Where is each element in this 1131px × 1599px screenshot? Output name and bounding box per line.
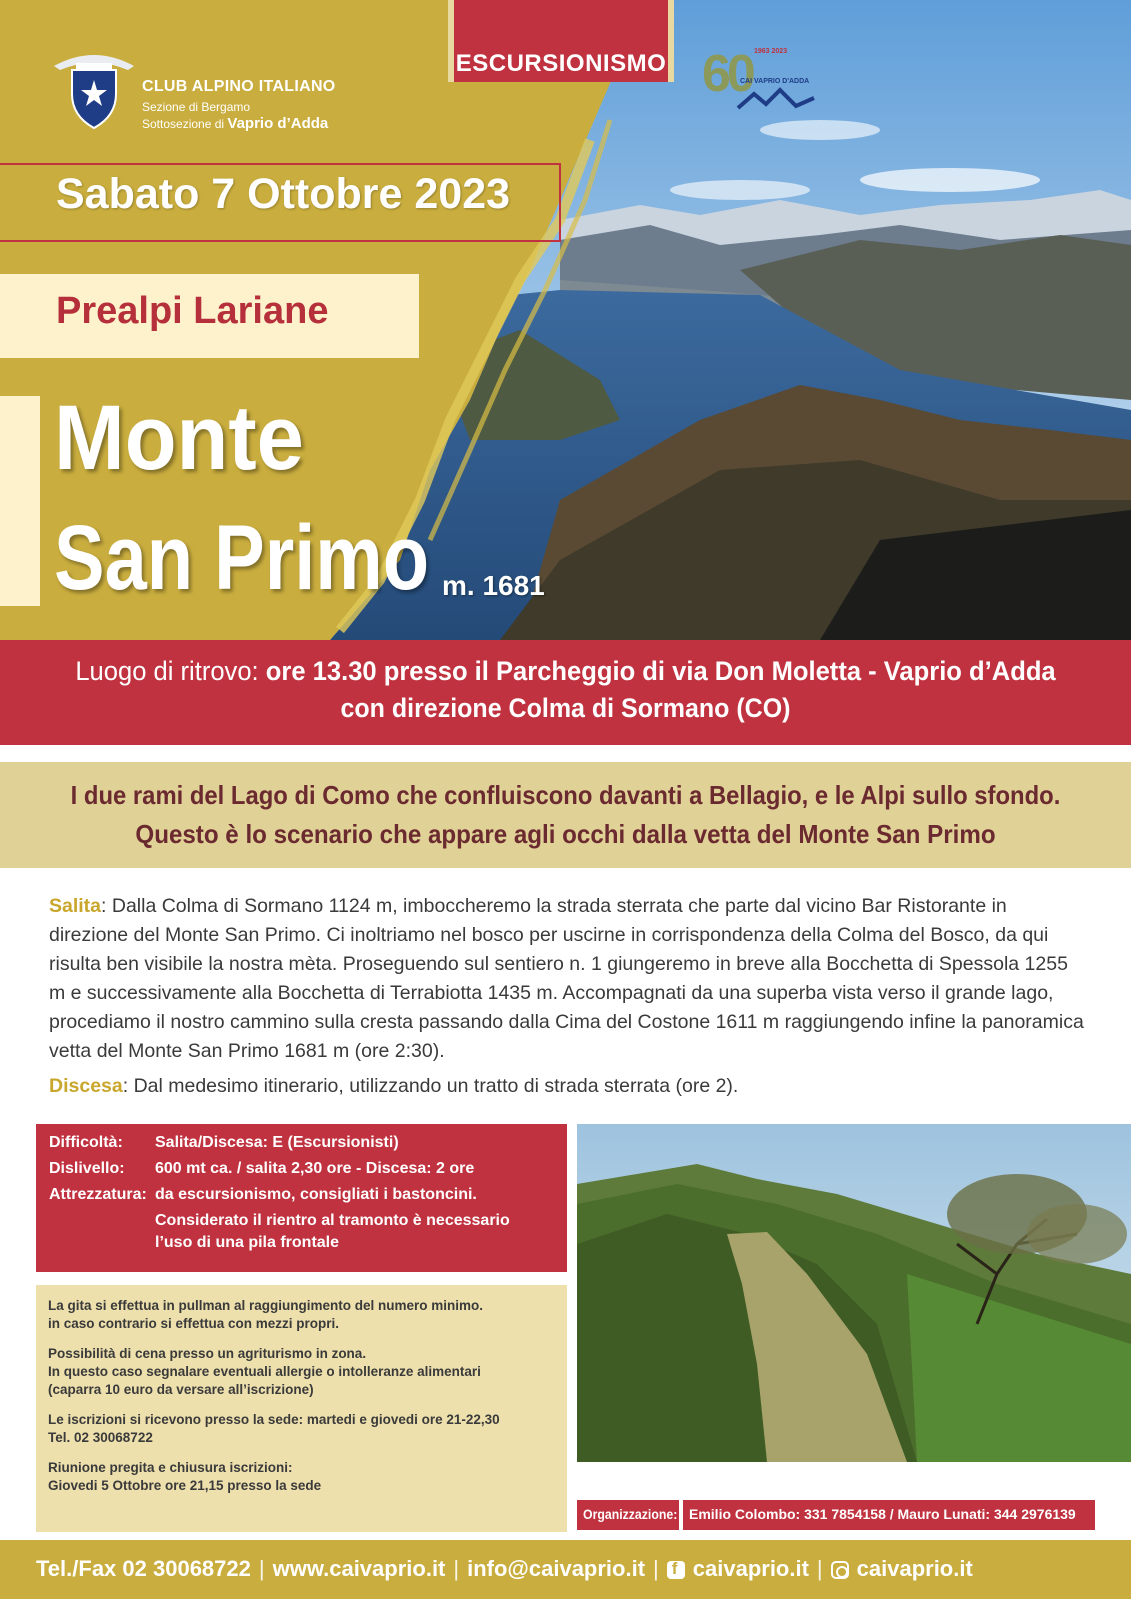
notes-registration-line2: Tel. 02 30068722 (48, 1430, 153, 1445)
notes-dinner-line1: Possibilità di cena presso un agriturismo in zona. (48, 1346, 367, 1361)
cai-star-shield-icon (50, 48, 138, 132)
ascent-paragraph (49, 892, 1089, 1066)
hero-section (0, 0, 1131, 640)
peak-altitude: m. 1681 (442, 570, 545, 601)
route-description (49, 892, 1089, 1101)
notes-transport-line1: La gita si effettua in pullman al raggiungimento del numero minimo. (48, 1298, 484, 1313)
peak-title-line1: Monte (54, 387, 304, 489)
footer-facebook[interactable]: caivaprio.it (692, 1556, 809, 1581)
organizers-bar (577, 1500, 1095, 1530)
org-subsection (142, 115, 336, 132)
meeting-point-band (0, 640, 1131, 745)
meeting-details: ore 13.30 presso il Parcheggio di via Don Moletta - Vaprio d’Adda (265, 656, 1056, 686)
ascent-label: Salita (49, 895, 102, 917)
peak-title-line2: San Primo (54, 507, 430, 609)
contact-footer (0, 1540, 1131, 1599)
organizers-label: Organizzazione: (583, 1506, 678, 1522)
meeting-label: Luogo di ritrovo: (75, 656, 259, 686)
equipment-label: Attrezzatura: (49, 1186, 147, 1203)
equipment-note-1: Considerato il rientro al tramonto è necessario (155, 1212, 510, 1229)
instagram-icon (831, 1561, 849, 1579)
ascent-text: : Dalla Colma di Sormano 1124 m, imboccheremo la strada sterrata che parte dal vicino Bar Ristorante in direzione del Monte San Primo. Ci inoltriamo nel bosco per uscirne in corrispondenza della Colma del Bosco, da qui risulta ben visibile la nostra mèta. Proseguendo sul sentiero n. 1 giungeremo in breve alla Bocchetta di Spessola 1255 m e successivamente alla Bocchetta di Terrabiotta 1435 m. Accompagnati da una superba vista verso il grande lago, procediamo il nostro cammino sulla cresta passando dalla Cima del Costone 1611 m raggiungendo infine la panoramica vetta del Monte San Primo 1681 m (ore 2:30). (49, 895, 1084, 1062)
notes-dinner (48, 1345, 555, 1399)
descent-text: : Dal medesimo itinerario, utilizzando un tratto di strada sterrata (ore 2). (122, 1075, 739, 1097)
event-date: Sabato 7 Ottobre 2023 (56, 170, 511, 218)
anniversary-number: 60 (702, 45, 752, 103)
descent-label: Discesa (49, 1075, 123, 1097)
org-subsection-name: Vaprio d’Adda (227, 115, 329, 132)
footer-separator: | (258, 1556, 265, 1581)
category-label: ESCURSIONISMO (455, 50, 667, 77)
title-accent-bar (0, 396, 40, 606)
anniversary-years: 1963 2023 (754, 48, 788, 55)
notes-dinner-line2: In questo caso segnalare eventuali allergie o intolleranze alimentari (48, 1364, 481, 1379)
org-section: Sezione di Bergamo (142, 100, 251, 114)
difficulty-value: Salita/Discesa: E (Escursionisti) (155, 1134, 399, 1151)
notes-dinner-line3: (caparra 10 euro da versare all’iscrizione) (48, 1382, 314, 1397)
category-tag (448, 0, 674, 82)
facebook-icon (667, 1561, 685, 1579)
footer-separator: | (816, 1556, 823, 1581)
mountain-wave-icon (736, 86, 816, 112)
org-name: CLUB ALPINO ITALIANO (142, 78, 336, 95)
notes-transport-line2: in caso contrario si effettua con mezzi propri. (48, 1316, 340, 1331)
trip-details-box (36, 1124, 567, 1272)
tagline-line1: I due rami del Lago di Como che confluiscono davanti a Bellagio, e le Alpi sullo sfondo. (70, 780, 1061, 810)
footer-instagram[interactable]: caivaprio.it (856, 1556, 973, 1581)
tagline-band (0, 762, 1131, 868)
ridge-trail-drawing (577, 1124, 1131, 1462)
elevation-value: 600 mt ca. / salita 2,30 ore - Discesa: 2 ore (155, 1160, 475, 1177)
anniversary-logo (702, 44, 822, 114)
organizers-contacts: Emilio Colombo: 331 7854158 / Mauro Lunati: 344 2976139 (689, 1506, 1076, 1522)
org-subsection-prefix: Sottosezione di (142, 117, 225, 131)
elevation-label: Dislivello: (49, 1160, 125, 1177)
ridge-trail-image (577, 1124, 1131, 1462)
notes-registration-line1: Le iscrizioni si ricevono presso la sede: martedi e giovedi ore 21-22,30 (48, 1412, 500, 1427)
equipment-note-2: l’uso di una pila frontale (155, 1234, 340, 1251)
event-area: Prealpi Lariane (56, 290, 329, 332)
descent-paragraph (49, 1072, 1089, 1101)
meeting-line (30, 656, 1101, 687)
organizers-divider (679, 1500, 683, 1530)
footer-separator: | (653, 1556, 659, 1581)
cai-logo (50, 48, 370, 138)
equipment-value: da escursionismo, consigliati i bastoncini. (155, 1186, 477, 1203)
notes-meeting (48, 1459, 555, 1495)
notes-meeting-line1: Riunione pregita e chiusura iscrizioni: (48, 1460, 293, 1475)
trip-notes-box (36, 1285, 567, 1532)
footer-phone: Tel./Fax 02 30068722 (36, 1556, 251, 1581)
anniversary-label: CAI VAPRIO D'ADDA (740, 78, 810, 85)
notes-meeting-line2: Giovedi 5 Ottobre ore 21,15 presso la sede (48, 1478, 322, 1493)
cai-logo-text (142, 78, 336, 132)
footer-email[interactable]: info@caivaprio.it (467, 1556, 646, 1581)
footer-contacts (36, 1556, 973, 1582)
footer-website[interactable]: www.caivaprio.it (272, 1556, 446, 1581)
notes-transport (48, 1297, 555, 1333)
tagline-line2: Questo è lo scenario che appare agli occhi dalla vetta del Monte San Primo (135, 819, 996, 849)
difficulty-label: Difficoltà: (49, 1134, 123, 1151)
footer-separator: | (453, 1556, 460, 1581)
notes-registration (48, 1411, 555, 1447)
meeting-direction: con direzione Colma di Sormano (CO) (340, 693, 791, 723)
